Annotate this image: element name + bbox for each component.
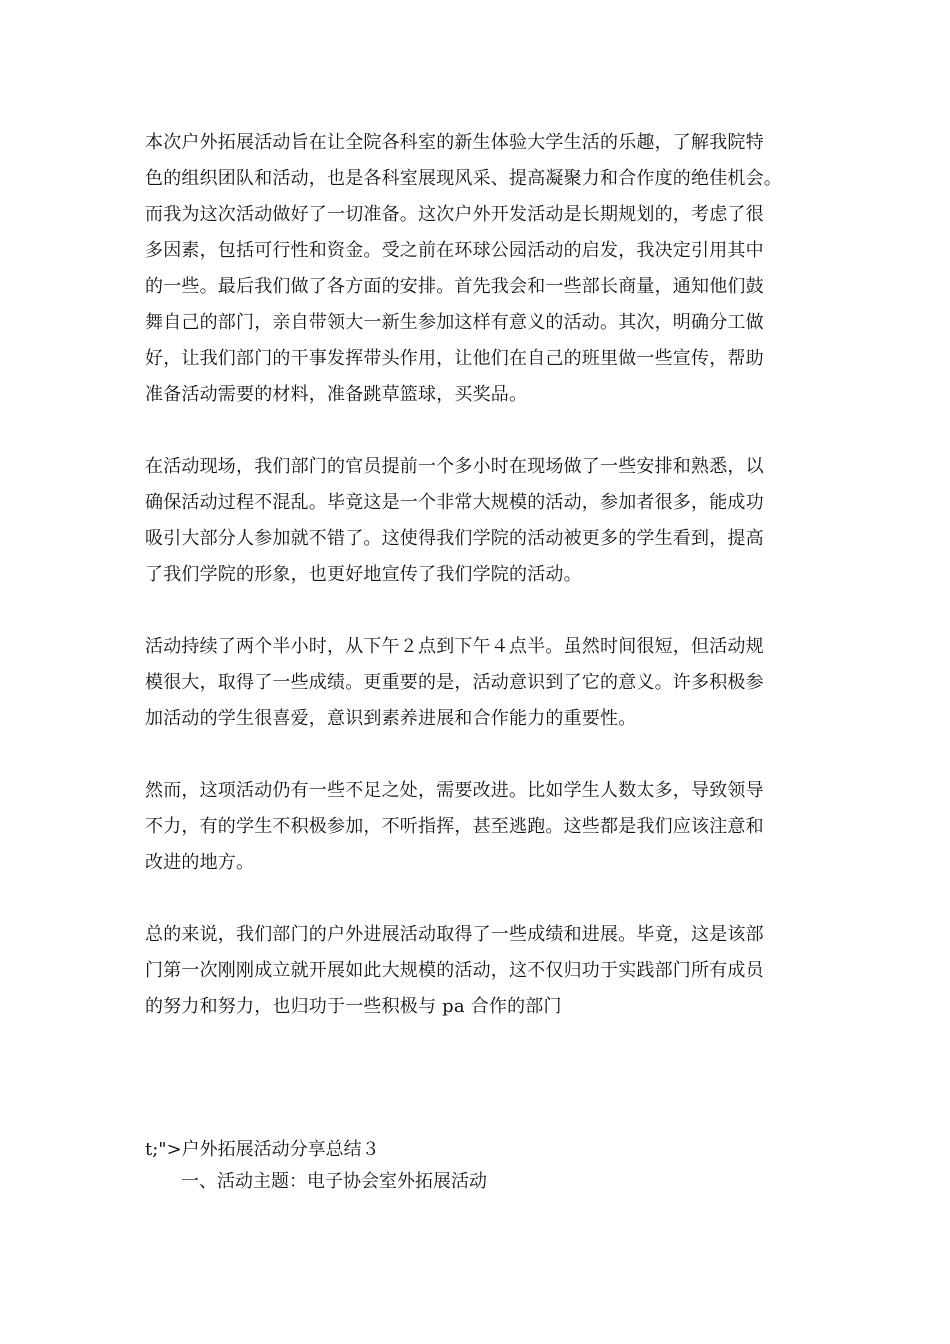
text-line: 门第一次刚刚成立就开展如此大规模的活动，这不仅归功于实践部门所有成员 bbox=[145, 960, 764, 981]
text-line: 在活动现场，我们部门的官员提前一个多小时在现场做了一些安排和熟悉，以 bbox=[145, 456, 764, 477]
text-line: 吸引大部分人参加就不错了。这使得我们学院的活动被更多的学生看到，提高 bbox=[145, 528, 764, 549]
paragraph-3 bbox=[145, 629, 815, 737]
text-line: 的努力和努力，也归功于一些积极与 pa 合作的部门 bbox=[145, 996, 562, 1017]
text-line: 总的来说，我们部门的户外进展活动取得了一些成绩和进展。毕竟，这是该部 bbox=[145, 924, 764, 945]
text-line: 本次户外拓展活动旨在让全院各科室的新生体验大学生活的乐趣，了解我院特 bbox=[145, 132, 764, 153]
text-line: 然而，这项活动仍有一些不足之处，需要改进。比如学生人数太多，导致领导 bbox=[145, 780, 764, 801]
text-line: 的一些。最后我们做了各方面的安排。首先我会和一些部长商量，通知他们鼓 bbox=[145, 276, 764, 297]
text-line: 而我为这次活动做好了一切准备。这次户外开发活动是长期规划的，考虑了很 bbox=[145, 204, 764, 225]
text-line: 活动持续了两个半小时，从下午２点到下午４点半。虽然时间很短，但活动规 bbox=[145, 636, 764, 657]
text-line: 了我们学院的形象，也更好地宣传了我们学院的活动。 bbox=[145, 564, 582, 585]
text-line: 加活动的学生很喜爱，意识到素养进展和合作能力的重要性。 bbox=[145, 708, 637, 729]
section-heading: t;">户外拓展活动分享总结３ bbox=[145, 1139, 380, 1160]
text-line: 不力，有的学生不积极参加，不听指挥，甚至逃跑。这些都是我们应该注意和 bbox=[145, 816, 764, 837]
text-line: 准备活动需要的材料，准备跳草篮球，买奖品。 bbox=[145, 384, 528, 405]
paragraph-1 bbox=[145, 125, 815, 413]
text-line: 色的组织团队和活动，也是各科室展现风采、提高凝聚力和合作度的绝佳机会。 bbox=[145, 168, 782, 189]
text-line: 确保活动过程不混乱。毕竟这是一个非常大规模的活动，参加者很多，能成功 bbox=[145, 492, 764, 513]
text-line: 好，让我们部门的干事发挥带头作用，让他们在自己的班里做一些宣传，帮助 bbox=[145, 348, 764, 369]
next-section bbox=[145, 1134, 815, 1198]
paragraph-5 bbox=[145, 917, 815, 1025]
document-body bbox=[145, 125, 815, 1061]
text-line: 模很大，取得了一些成绩。更重要的是，活动意识到了它的意义。许多积极参 bbox=[145, 672, 764, 693]
section-item: 一、活动主题：电子协会室外拓展活动 bbox=[181, 1171, 487, 1192]
text-line: 舞自己的部门，亲自带领大一新生参加这样有意义的活动。其次，明确分工做 bbox=[145, 312, 764, 333]
text-line: 多因素，包括可行性和资金。受之前在环球公园活动的启发，我决定引用其中 bbox=[145, 240, 764, 261]
text-line: 改进的地方。 bbox=[145, 852, 255, 873]
paragraph-2 bbox=[145, 449, 815, 593]
paragraph-4 bbox=[145, 773, 815, 881]
